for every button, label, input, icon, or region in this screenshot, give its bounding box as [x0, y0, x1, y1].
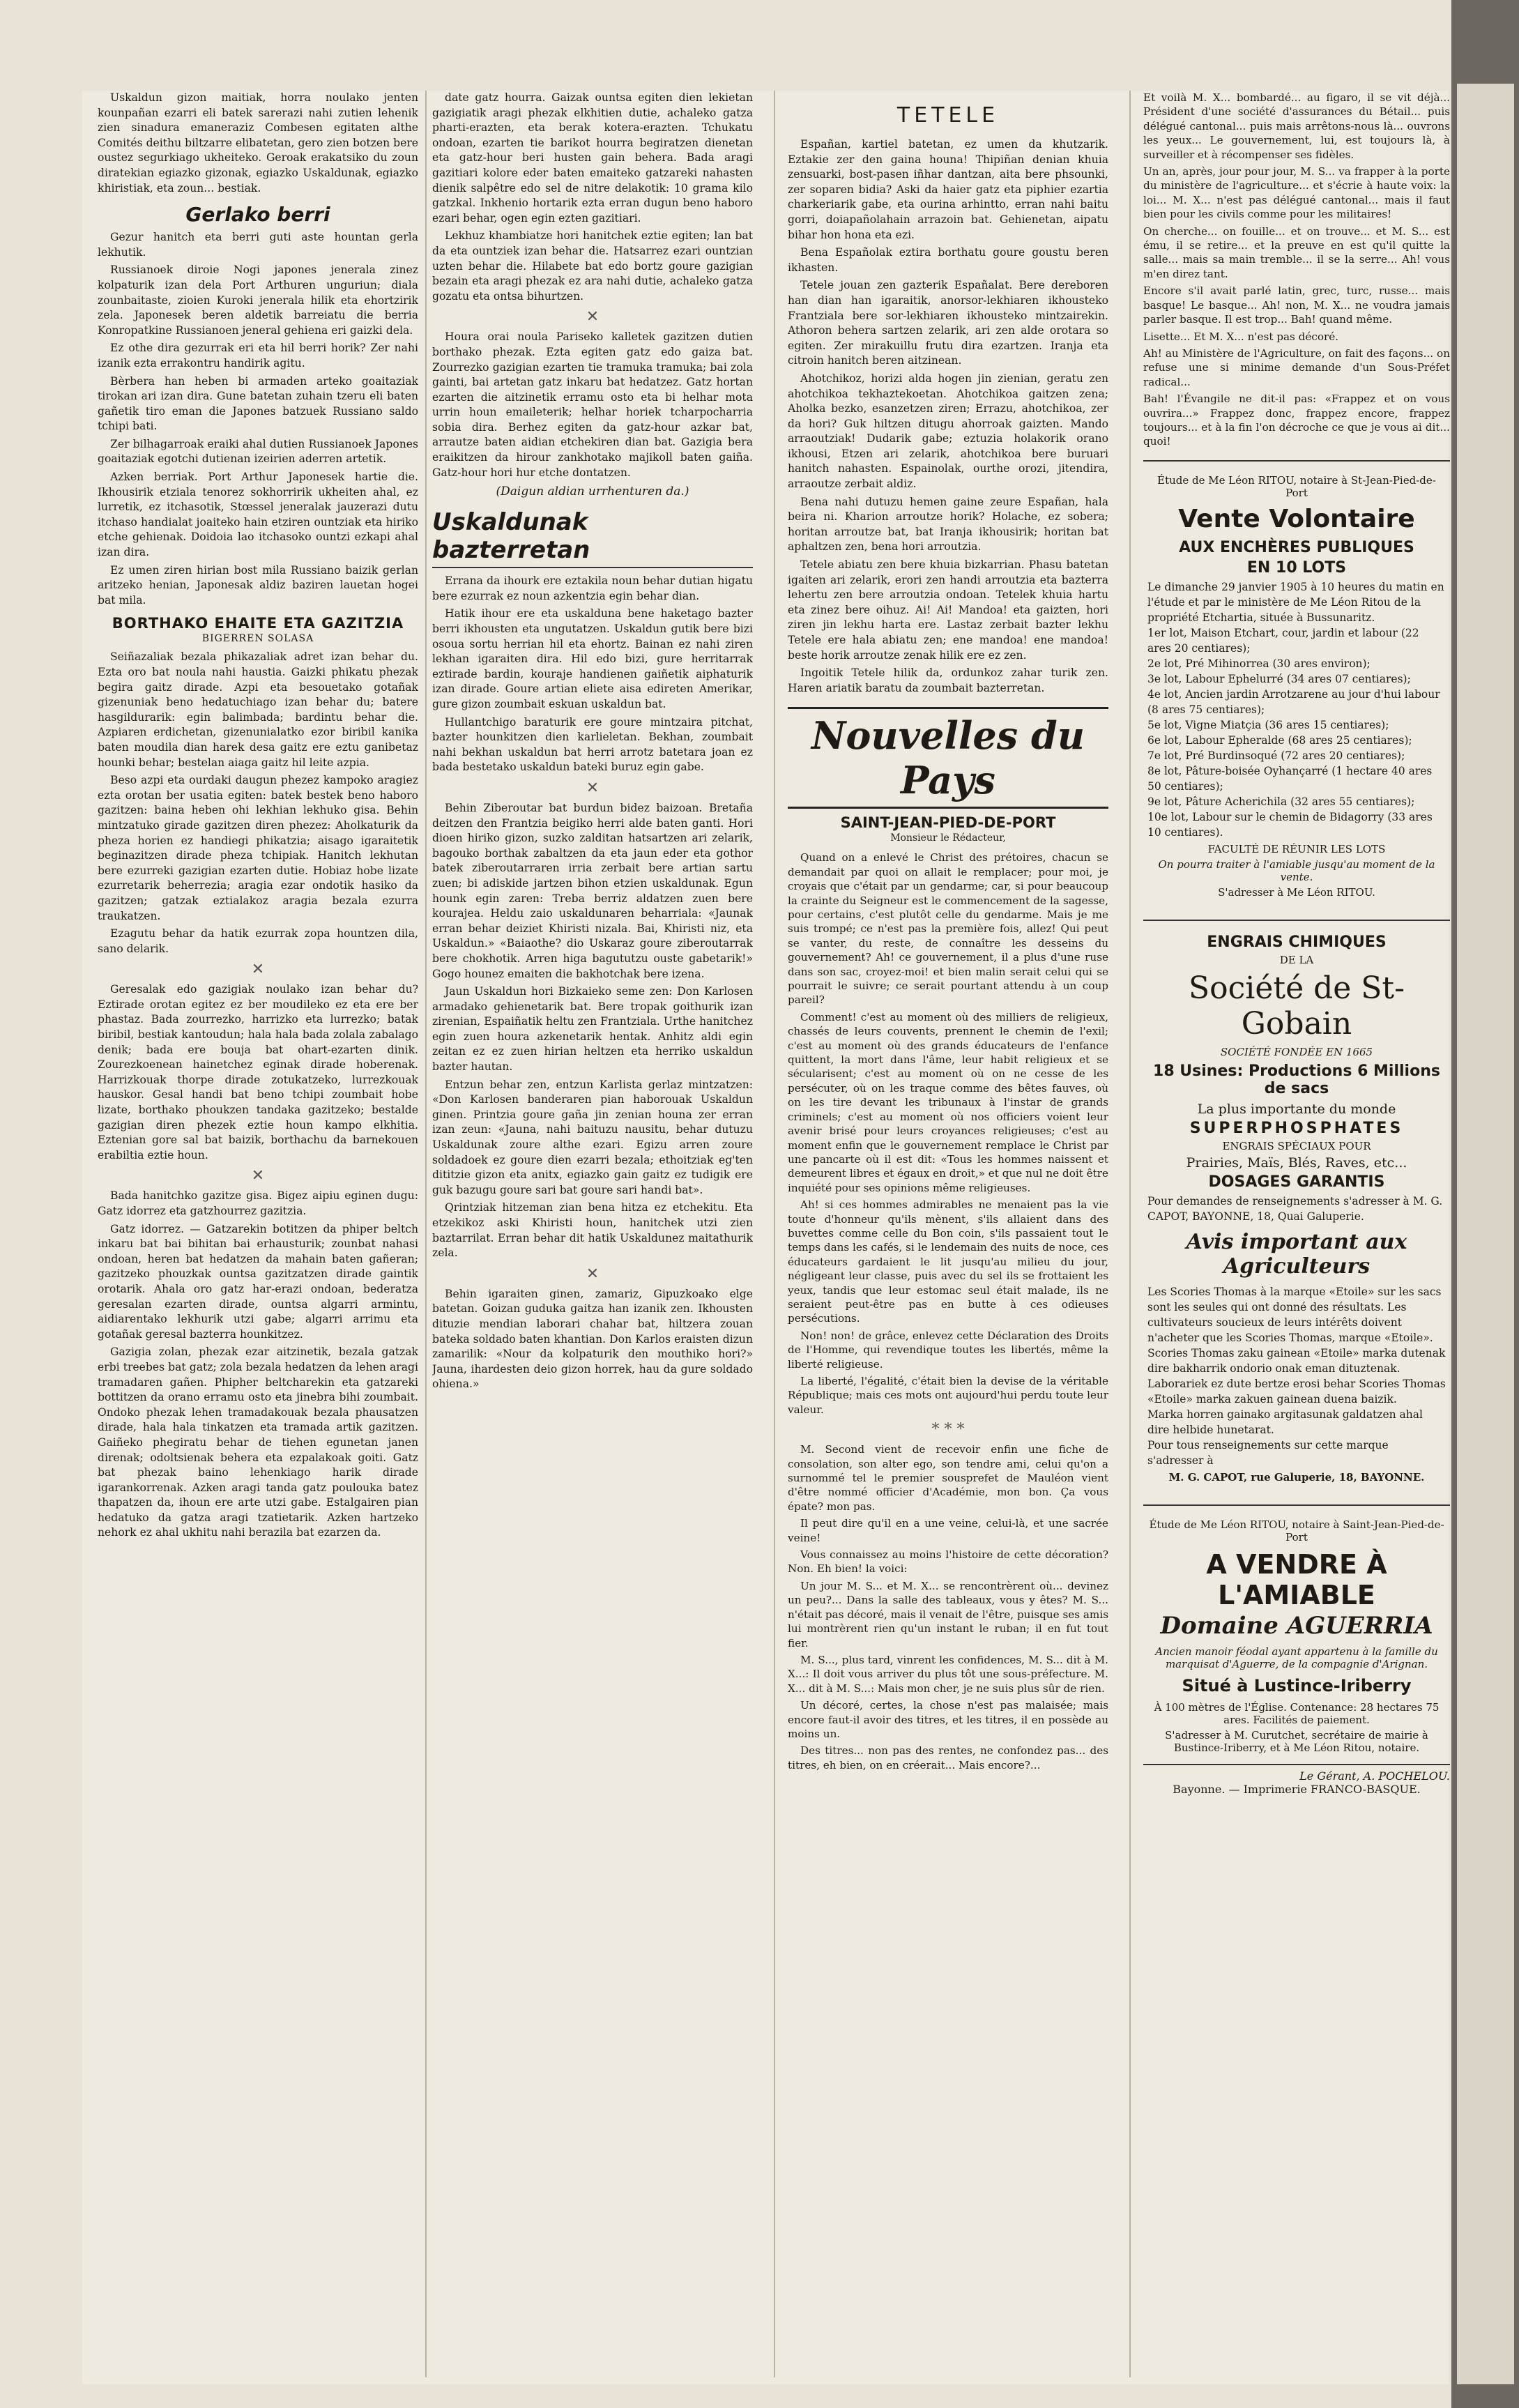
- ad-subtitle: Situé à Lustince-Iriberry: [1182, 1675, 1412, 1695]
- paragraph: Ah! si ces hommes admirables ne menaient pas la vie toute d'honneur qu'ils mènent, s'ils allaient dans des buvettes comme celle du Bon coin, s'ils passaient tout le temps dans les cafés, si le lendemain des nuits de noce, ces éducateurs gardaient le lit jusqu'au milieu du jour, négligeant leur classe, puis avec du sel ils se frottaient les yeux, tandis que leur estomac seul était malade, ils ne seraient peut-être pas en butte à ces odieuses persécutions.: [788, 1198, 1108, 1325]
- column-rule: [425, 91, 427, 2377]
- paragraph: date gatz hourra. Gaizak ountsa egiten dien lekietan gazigiatik aragi phezak elkhitien dutie, achaleko gatza pharti-erazten, eta berak kotera-erazten. Tchukatu ondoan, ezarten tie barikot hourra begiratzen dienetan eta gatz-hour beri husten gain behera. Bada aragi gazitiari kolore eder baten emaiteko gatzareki nahasten dienik salpêtre edo sel de nitre delakotik: 10 grama kilo gatzkal. Inkhenio hortarik ezta erran dugun beno haboro ezari behar, ogen egin ezten gazitiari.: [432, 91, 753, 224]
- adjacent-page-edge: [1451, 0, 1519, 2408]
- ad-contact: S'adresser à M. Curutchet, secrétaire de mairie à Bustince-Iriberry, et à Me Léon Ritou, notaire.: [1165, 1728, 1428, 1754]
- article-heading: Uskaldunak bazterretan: [432, 508, 753, 568]
- paragraph: Zer bilhagarroak eraiki ahal dutien Russianoek Japones goaitaziak egotchi dutienan izeirien aderren artetik.: [98, 437, 418, 466]
- separator-mark: ✕: [586, 308, 600, 326]
- paragraph: Errana da ihourk ere eztakila noun behar dutian higatu bere ezurrak ez noun azkentzia egin behar dian.: [432, 574, 753, 602]
- ad-lot: 6e lot, Labour Epheralde (68 ares 25 centiares);: [1147, 733, 1412, 747]
- paragraph: Vous connaissez au moins l'histoire de cette décoration? Non. Eh bien! la voici:: [788, 1548, 1108, 1576]
- separator-mark: * * *: [931, 1421, 965, 1439]
- separator-mark: ✕: [586, 1265, 600, 1283]
- letter-continuation: [1143, 91, 1450, 449]
- column-3: [788, 91, 1108, 2370]
- paragraph: Beso azpi eta ourdaki daugun phezez kampoko aragiez ezta orotan ber usatia egiten: batek bestek beno haboro gazitzen: baina heben ohi lekhian lekhuko gisa. Behin mintzatuko girade gazitzen diren phezez: Aholkaturik da pheza horien ez handiegi phikatzia; aisago igaraitetik beginazitzen dirade pheza tchipiak. Hanitch lekhutan bere ezurreki gazigian ezarten dutie. Hobiaz hobe lizate ezurretarik beherrezia; aragia ezar ondotik hasiko da gazitzen; gatzak eztialakoz aragia bezala ezurra traukatzen.: [98, 774, 418, 922]
- local-news-heading: Nouvelles du Pays: [788, 707, 1108, 809]
- ad-domaine-aguerria: [1143, 1504, 1450, 1764]
- column-4: [1143, 91, 1450, 2370]
- gerant: Le Gérant, A. POCHELOU.: [1299, 1769, 1450, 1783]
- ad-note: On pourra traiter à l'amiable jusqu'au moment de la vente.: [1158, 858, 1435, 883]
- ad-text: Scories Thomas zaku gainean «Etoile» marka dutenak dire bakharrik ondorio onak eman dituztenak. Laborariek ez dute bertze erosi behar Scories Thomas «Etoile» marka zakuen gainean duena baizik.: [1147, 1346, 1446, 1405]
- paragraph: Qrintziak hitzeman zian bena hitza ez etchekitu. Eta etzekikoz aski Khiristi houn, hanitchek utzi zien baztarrilat. Erran behar dit hatik Uskaldunez maitathurik zela.: [432, 1201, 753, 1260]
- paragraph: Behin igaraiten ginen, zamariz, Gipuzkoako elge batetan. Goizan guduka gaitza han izanik zen. Ikhousten dituzie mendian laborari chahar bat, hiltzera zouan bateka soldado baten khantian. Don Karlos eraisten dizun zamarilik: «Nour da kolpaturik den mouthiko hori?» Jauna, ihardesten deio gizon horrek, hau da gure soldado ohiena.»: [432, 1287, 753, 1391]
- ad-saint-gobain: [1143, 920, 1450, 1493]
- section-heading: BORTHAKO EHAITE ETA GAZITZIA: [112, 615, 404, 632]
- paragraph: Geresalak edo gazigiak noulako izan behar du? Eztirade orotan egitez ez ber moudileko ez eta ere ber phastaz. Bada zourrezko, harrizko eta lurrezko; batak biribil, bestiak kantoudun; hala hala bada zolala zabalago denik; bada ere bouja bat ohart-ezarten dinik. Zourezkoenean hainetchez eginak dirade hoberenak. Harrizkouak thorpe dirade zotukatzeko, lurrezkouak hauskor. Gesal handi bat beno tchipi zoumbait hobe lizate, borthako phoukzen tandaka gazitzeko; bestalde gazigian diren phezek eztie houn kampo elkhitia. Eztenian gore sal bat baizik, borthachu da barnekouen erabiltia eztie houn.: [98, 983, 418, 1161]
- footer: [1143, 1764, 1450, 1796]
- column-1: [98, 91, 418, 2370]
- town-heading: SAINT-JEAN-PIED-DE-PORT: [840, 814, 1056, 832]
- ad-subtitle: SUPERPHOSPHATES: [1189, 1119, 1404, 1137]
- ad-note: Ancien manoir féodal ayant appartenu à la famille du marquisat d'Aguerre, de la compagnie d'Arignan.: [1155, 1645, 1438, 1670]
- column-2: [432, 91, 753, 2370]
- ad-lot: 8e lot, Pâture-boisée Oyhançarré (1 hectare 40 ares 50 centiares);: [1147, 764, 1433, 793]
- ad-etude: Étude de Me Léon RITOU, notaire à St-Jean-Pied-de-Port: [1157, 473, 1436, 499]
- paragraph: Ah! au Ministère de l'Agriculture, on fait des façons... on refuse une si minime demande d'un Sous-Préfet radical...: [1143, 346, 1450, 388]
- ad-title: Vente Volontaire: [1178, 504, 1415, 533]
- paragraph: Il peut dire qu'il en a une veine, celui-là, et une sacrée veine!: [788, 1517, 1108, 1544]
- paragraph: Un jour M. S... et M. X... se rencontrèrent où... devinez un peu?... Dans la salle des tableaux, vous y êtes? M. S... n'était pas décoré, mais il venait de l'être, puisque ses amis lui montrèrent rien qu'un instant le ruban; il en fut tout fier.: [788, 1579, 1108, 1649]
- paragraph: M. Second vient de recevoir enfin une fiche de consolation, son alter ego, son tendre ami, celui qu'on a surnommé tel le premier sousprefet de Mauléon vient d'être nommé officier d'Académie, mon bon. Ça vous épate? mon pas.: [788, 1443, 1108, 1513]
- ad-title: Société de St-Gobain: [1189, 970, 1405, 1042]
- ad-subtitle: EN 10 LOTS: [1246, 558, 1347, 577]
- paragraph: Bena nahi dutuzu hemen gaine zeure Españan, hala beira ni. Kharion arroutze horik? Holache, ez sobera; horitan arroutze bat, bat Iranja ikhousirik; horitan bat aphaltzen zen, bena hori arroutzia.: [788, 495, 1108, 554]
- war-news-heading: Gerlako berri: [185, 203, 330, 227]
- paragraph: Lekhuz khambiatze hori hanitchek eztie egiten; lan bat da eta ountziek izan behar die. Hatsarrez ezari ountzian uzten behar die. Hilabete bat edo bortz goure gazigian bezain eta aragi phezak ez ara nahi dutie, achaleko gatza gozatu eta ontsa bihurtzen.: [432, 229, 753, 303]
- paragraph: Gatz idorrez. — Gatzarekin botitzen da phiper beltch inkaru bat bai bihitan bai erhausturik; zounbat nahasi ondoan, heren bat hedatzen da mahain baten gañeran; gazitzeko phouzkak ountsa gazitzatzen dirade gaintik orotarik. Ahala oro gatz har-erazi ondoan, bederatza geresalan ezarten dirade, ountsa algarri armintu, aidiarentako lekhurik utzi gabe; algarri arrimu eta gotañak geresal bazterra hounkitzez.: [98, 1222, 418, 1341]
- ad-intro: Le dimanche 29 janvier 1905 à 10 heures du matin en l'étude et par le ministère de Me Léon Ritou de la propriété Etchartia, située à Bussunaritz.: [1147, 580, 1444, 624]
- paragraph: Bèrbera han heben bi armaden arteko goaitaziak tirokan ari izan dira. Gune batetan zuhain tzeru eli baten gañetik tiro eman die Japones batzuek Russiano saldo tchipi bati.: [98, 374, 418, 433]
- paragraph: Tetele abiatu zen bere khuia bizkarrian. Phasu batetan igaiten ari zelarik, erori zen handi arroutzia eta bazterra lehertu zen bere arroutzia ondoan. Tetelek khuia hartu eta zinez bere oihuz. Ai! Ai! Mandoa! eta gaizten, hori ziren jin lekhu harta ere. Lastaz zerbait bazter lekhu Tetele ere hala abiatu zen; ene mandoa! ene mandoa! beste horik arroutze zenak hilik ere ez zen.: [788, 558, 1108, 662]
- paragraph: Ahotchikoz, horizi alda hogen jin zienian, geratu zen ahotchikoa tekhaztekoetan. Ahotchikoa gaitzen zena; Aholka bezko, esanzetzen ziren; Errazu, ahotchikoa, zer da hori? Guk hiltzen ditugu ahorroak gaizten. Mando arraoutziak! Dudarik gabe; eztuzia holakorik orano ikhousi, Etzen ari zelarik, ahotchikoa bere buruari hanitch nahasten. Espainolak, ourthe orozi, jitendira, arraoutze zerbait aldiz.: [788, 372, 1108, 491]
- adjacent-page-paper: [1457, 84, 1514, 2384]
- paragraph: Et voilà M. X... bombardé... au figaro, il se vit déjà... Président d'une société d'assurances du Bétail... puis délégué cantonal... puis mais arrêtons-nous là... ouvrons les yeux... Le gouvernement, lui, est toujours là, à surveiller et à récompenser ses fidèles.: [1143, 91, 1450, 161]
- ad-text: Les Scories Thomas à la marque «Etoile» sur les sacs sont les seules qui ont donné des résultats. Les cultivateurs soucieux de leurs intérêts doivent n'acheter que les Scories Thomas, marque «Etoile».: [1147, 1285, 1442, 1344]
- ad-text: Pour demandes de renseignements s'adresser à M. G. CAPOT, BAYONNE, 18, Quai Galuperie.: [1147, 1194, 1443, 1223]
- ad-note: SOCIÉTÉ FONDÉE EN 1665: [1220, 1045, 1373, 1058]
- paragraph: Españan, kartiel batetan, ez umen da khutzarik. Eztakie zer den gaina houna! Thipiñan denian khuia zensuarki, bost-pasen iñhar dantzan, aita bere phsounki, zer soparen bidia? Aski da haier gatz eta piphier ezartia charkeriarik gabe, eta ourina arhintto, erran nahi baitu gorri, doiapañolahain arrazoin bat. Gehienetan, aipatu bihar hon hona eta ezi.: [788, 138, 1108, 241]
- ad-lot: 10e lot, Labour sur le chemin de Bidagorry (33 ares 10 centiares).: [1147, 810, 1433, 839]
- paragraph: Un an, après, jour pour jour, M. S... va frapper à la porte du ministère de l'agriculture... et s'écrie à haute voix: la loi... M. X... n'est pas délégué cantonal... mais il faut bien pour les civils comme pour les militaires!: [1143, 165, 1450, 221]
- ad-lot: 5e lot, Vigne Miatçia (36 ares 15 centiares);: [1147, 718, 1389, 731]
- column-rule: [774, 91, 775, 2377]
- paragraph: Entzun behar zen, entzun Karlista gerlaz mintzatzen: «Don Karlosen banderaren pian haborouak Uskaldun ginen. Printzia goure gaña jin zenian houna zer erran izan zeun: «Jauna, nahi baituzu nausitu, behar dutuzu Uskaldunak zoure althe ezari. Egizu arren zoure soldadoek ez goure dien ezarri bezala; ethoitziak eg'ten dititzie gizon eta anitx, egiazko gain gaitz ez tudigik ere guk bazugu goure sari bat goure sari handi bat».: [432, 1078, 753, 1196]
- paragraph: Hullantchigo baraturik ere goure mintzaira pitchat, bazter hounkitzen dien karlieletan. Bekhan, zoumbait nahi bekhan uskaldun bat herri arrotz batetara joan ez bada bestetako uskaldun bateki buruz egin gabe.: [432, 715, 753, 774]
- ad-subtitle: 18 Usines: Productions 6 Millions de sacs: [1153, 1062, 1440, 1097]
- ad-note: ENGRAIS SPÉCIAUX POUR: [1222, 1139, 1371, 1152]
- letter-body: [788, 851, 1108, 1772]
- ad-lot: 4e lot, Ancien jardin Arrotzarene au jour d'hui labour (8 ares 75 centiares);: [1147, 687, 1440, 716]
- section-subheading: BIGERREN SOLASA: [201, 633, 314, 645]
- paragraph: Behin Ziberoutar bat burdun bidez baizoan. Bretaña deitzen den Frantzia beigiko herri alde baten ganti. Hori dioen hiriko gizon, suzko zalditan hatsartzen ari zelarik, bagouko borthak zabaltzen da eta jaun eder eta gothor batek ziberoutarraren irria zerbait bere artian sartu zuen; bi adiskide jartzen bihon etzien uskaldunak. Egun hounk egin zaren: Treba berriz aldatzen zuen bere kourajea. Heldu zaio uskaldunaren beharriala: «Jaunak erran behar deiziet Khiristi nizala. Bai, Khiristi niz, eta Uskaldun.» «Baiaothe? dio Uskaraz goure ziberoutarrak bere chokhotik. Arren higa bagututzu ouste gabetarik!» Gogo hounez emaiten die bakhotchak bere izena.: [432, 801, 753, 980]
- paragraph: Ingoitik Tetele hilik da, ordunkoz zahar turik zen. Haren ariatik baratu da zoumbait bazterretan.: [788, 666, 1108, 694]
- paragraph: Ez othe dira gezurrak eri eta hil berri horik? Zer nahi izanik ezta errakontru handirik agitu.: [98, 342, 418, 369]
- paragraph: M. S..., plus tard, vinrent les confidences, M. S... dit à M. X...: Il doit vous arriver du plus tôt une sous-préfecture. M. X... dit à M. S...: Mais mon cher, je ne suis plus sûr de rien.: [788, 1653, 1108, 1695]
- paragraph: Non! non! de grâce, enlevez cette Déclaration des Droits de l'Homme, qui revendique toutes les libertés, même la liberté religieuse.: [788, 1329, 1108, 1371]
- ad-lot: 1er lot, Maison Etchart, cour, jardin et labour (22 ares 20 centiares);: [1147, 626, 1419, 655]
- intro-paragraph: Uskaldun gizon maitiak, horra noulako jenten kounpañan ezarri eli batek sarerazi nahi zutien lehenik zien sinadura emaneraziz Combesen egitaten althe Comités deithu biltzarre elibatetan, gero zien botzen bere oustez segurkiago ukheiteko. Geroak erakatsiko du zoun diratekian egiazko gizonak, egiazko Uskaldunak, egiazko khiristiak, eta zoun... bestiak.: [98, 91, 418, 195]
- ad-note: La plus importante du monde: [1197, 1101, 1396, 1117]
- ad-contact: M. G. CAPOT, rue Galuperie, 18, BAYONNE.: [1168, 1470, 1425, 1484]
- paragraph: Tetele jouan zen gazterik Españalat. Bere dereboren han dian han igaraitik, anorsor-lekhiaren ikhousteko Frantziala bere sor-lekhiaren ikhousteko mintzairekin. Athoron behera sartzen zelarik, ari zen alde orotara so egiten. Zer mirakuillu frutu dira ezartzen. Iranja eta citroin hanitch beren aitzinean.: [788, 279, 1108, 367]
- ad-vente-volontaire: [1143, 460, 1450, 908]
- paragraph: Encore s'il avait parlé latin, grec, turc, russe... mais basque! Le basque... Ah! non, M. X... ne voudra jamais parler basque. Il est trop... Bah! quand même.: [1143, 284, 1450, 326]
- ad-text: Marka horren gainako argitasunak galdatzen ahal dire helbide hunetarat.: [1147, 1408, 1423, 1436]
- ad-contact: S'adresser à Me Léon RITOU.: [1218, 885, 1375, 899]
- ad-etude: Étude de Me Léon RITOU, notaire à Saint-Jean-Pied-de-Port: [1149, 1518, 1444, 1544]
- ad-lot: 7e lot, Pré Burdinsoqué (72 ares 20 centiares);: [1147, 749, 1405, 762]
- ad-title: A VENDRE À L'AMIABLE: [1206, 1548, 1387, 1610]
- paragraph: Azken berriak. Port Arthur Japonesek hartie die. Ikhousirik etziala tenorez sokhorririk ukheiten ahal, ez lurretik, ez itchasotik, Stœssel jeneralak jauzerazi dutu itchaso handialat joaiteko hain etziren ountziak eta hiriko etche gehienak. Doidoia lao itchasoko ountzi ezkapi ahal izan dira.: [98, 471, 418, 559]
- ad-note: À 100 mètres de l'Église. Contenance: 28 hectares 75 ares. Facilités de paiement.: [1154, 1700, 1440, 1726]
- paragraph: Houra orai noula Pariseko kalletek gazitzen dutien borthako phezak. Ezta egiten gatz edo gaiza bat. Zourrezko gazigian ezarten tie tramuka tramuka; bai zola gainti, bai artetan gatz inkaru bat hedatzez. Gatz hortan ezarten die aitzinetik erramu osto eta bi helhar mota urrin houn emaileterik; helhar horiek tcharpocharria sobia dira. Berhez egiten da gatz-hour azkar bat, arrautze baten aidian etchekiren dian bat. Gazigia bera eraikitzen da hirour zankhotako majikoll baten gaiña. Gatz-hour hori hur etche dontatzen.: [432, 330, 753, 479]
- story-title: TETELE: [896, 103, 1000, 128]
- paragraph: On cherche... on fouille... et on trouve... et M. S... est ému, il se retire... et la preuve en est qu'il quitte la salle... mais sa main tremble... il se la serre... Ah! vous m'en direz tant.: [1143, 224, 1450, 280]
- ad-lot: 2e lot, Pré Mihinorrea (30 ares environ);: [1147, 657, 1371, 670]
- ad-title: Avis important aux Agriculteurs: [1186, 1229, 1407, 1279]
- ad-lot: 3e lot, Labour Ephelurré (34 ares 07 centiares);: [1147, 672, 1411, 685]
- paragraph: La liberté, l'égalité, c'était bien la devise de la véritable République; mais ces mots ont aujourd'hui perdu toute leur valeur.: [788, 1375, 1108, 1416]
- imprimerie: Bayonne. — Imprimerie FRANCO-BASQUE.: [1173, 1782, 1421, 1796]
- paragraph: Bah! l'Évangile ne dit-il pas: «Frappez et on vous ouvrira...» Frappez donc, frappez encore, frappez toujours... et à la fin l'on décroche ce que je vous ai dit... quoi!: [1143, 393, 1450, 448]
- paragraph: Russianoek diroie Nogi japones jenerala zinez kolpaturik izan dela Port Arthuren unguriun; diala zounbaitaste, zioien Kuroki jenerala hilik eta ehortzirik zela. Japonesek beren aldetik barreiatu die berria Konropatkine Russianoen jeneral gehiena eri gaizki dela.: [98, 264, 418, 337]
- paragraph: Bada hanitchko gazitze gisa. Bigez aipiu eginen dugu: Gatz idorrez eta gatzhourrez gazitzia.: [98, 1189, 418, 1217]
- ad-note: DE LA: [1279, 953, 1314, 966]
- paragraph: Bena Españolak eztira borthatu goure goustu beren ikhasten.: [788, 246, 1108, 274]
- ad-subtitle: DOSAGES GARANTIS: [1208, 1173, 1385, 1191]
- continued-note: (Daigun aldian urrhenturen da.): [496, 485, 689, 499]
- paragraph: Gezur hanitch eta berri guti aste hountan gerla lekhutik.: [98, 231, 418, 259]
- paragraph: Des titres... non pas des rentes, ne confondez pas... des titres, eh bien, on en créerait... Mais encore?...: [788, 1744, 1108, 1771]
- ad-note: Prairies, Maïs, Blés, Raves, etc...: [1186, 1155, 1407, 1171]
- separator-mark: ✕: [586, 779, 600, 797]
- ad-note: FACULTÉ DE RÉUNIR LES LOTS: [1207, 842, 1386, 855]
- ad-subtitle: ENGRAIS CHIMIQUES: [1207, 933, 1387, 951]
- salutation: Monsieur le Rédacteur,: [890, 832, 1006, 844]
- paragraph: Un décoré, certes, la chose n'est pas malaisée; mais encore faut-il avoir des titres, et les titres, il en possède au moins un.: [788, 1699, 1108, 1740]
- paragraph: Comment! c'est au moment où des milliers de religieux, chassés de leurs couvents, prennent le chemin de l'exil; c'est au moment où des grands éducateurs de l'enfance quittent, la mort dans l'âme, leur habit religieux et se sécularisent; c'est au moment où on ne cesse de les persécuter, où on les traque comme des bêtes fauves, où on les tire devant les tribunaux à l'instar de grands criminels; c'est au moment où nos officiers voient leur avenir brisé pour leurs croyances religieuses; c'est au moment enfin que le gouvernement remplace le Christ par une pancarte où il est dit: «Tous les hommes naissent et demeurent libres et égaux en droit,» et que nul ne doit être inquiété pour ses opinions même religieuses.: [788, 1010, 1108, 1194]
- separator-mark: ✕: [251, 961, 265, 979]
- paragraph: Hatik ihour ere eta uskalduna bene haketago bazter berri ikhousten eta ungutatzen. Uskaldun gutik bere bizi osoua sortu herrian hil eta ehortz. Bainan ez nahi ziren lekhan igaraiten dira. Hil edo bizi, gure herritarrak eztirade bardin, kouraje handienen gaiñetik aiphaturik izan dirade. Goure artian eliete aisa edireten Amerikar, gure gizon zoumbait eskuan uskaldun bat.: [432, 607, 753, 710]
- paragraph: Ezagutu behar da hatik ezurrak zopa hountzen dila, sano delarik.: [98, 927, 418, 955]
- paragraph: Jaun Uskaldun hori Bizkaieko seme zen: Don Karlosen armadako gehienetarik bat. Bere tropak goithurik izan zirenian, Espaiñatik heltu zen Frantziala. Urthe hanitchez egin zuen houra azkenetarik hentak. Anhitz aldi egin zeitan ez ez zuen hirian heltzen eta herriko uskaldun bazter hautan.: [432, 985, 753, 1074]
- paragraph: Ez umen ziren hirian bost mila Russiano baizik gerlan aritzeko henian, Japonesak aldiz baziren lauetan hogei bat mila.: [98, 563, 418, 607]
- paragraph: Gazigia zolan, phezak ezar aitzinetik, bezala gatzak erbi treebes bat gatz; zola bezala hedatzen da lehen aragi tramadaren gañen. Phipher beltcharekin eta gatzareki bottitzen da orano erramu osto eta jinebra bihi zoumbait. Ondoko phezak lehen tramadakouak bezala phausatzen dirade, hala hala tinkatzen eta tramada artik gazitzen. Gaiñeko phegiratu behar de tiehen egunetan janen direnak; odoltsienak behera eta ezpalakoak goiti. Gatz bat phezak baino lehenkiago harik dirade igarankorrenak. Azken aragi tanda gatz poulouka batez thapatzen da, ihoun ere arte utzi gabe. Estalgairen pian hedatuko da gatza aragi tzatietarik. Azken hartzeko nehork ez ahal ukhitu nahi berazila bat ezarzen da.: [98, 1346, 418, 1539]
- paragraph: Seiñazaliak bezala phikazaliak adret izan behar du. Ezta oro bat noula nahi haustia. Gaizki phikatu phezak begira gaitz dirade. Azpi eta besouetako gotañak gizenuniak beno hedatuchiago izan behar du; batere hasgildurarik: egin balimbada; bardintu behar die. Azpiaren erdichetan, gizenunialatko ezor biribil kanika baten moudila dian harek desa gaitz ere eztu ganibetaz hounki behar; bestelan aiaga gaitz hil leite azpia.: [98, 650, 418, 769]
- column-rule: [1129, 91, 1131, 2377]
- paragraph: Lisette... Et M. X... n'est pas décoré.: [1143, 330, 1339, 343]
- ad-text: Pour tous renseignements sur cette marque s'adresser à: [1147, 1438, 1389, 1467]
- paragraph: Quand on a enlevé le Christ des prétoires, chacun se demandait par quoi on allait le remplacer; pour moi, je croyais que c'était par un gendarme; car, si pour beaucoup la crainte du Seigneur est le commencement de la sagesse, pour certains, c'est plutôt celle du gendarme. Mais je me suis trompé; ce n'est pas la première fois, allez! Qui peut se vanter, du reste, de connaître les desseins du gouvernement? Ah! ce gouvernement, il a plus d'une ruse dans son sac, croyez-moi! et bien malin serait celui qui se pourrait le suivre; ce serait pourtant attendu à un coup pareil?: [788, 851, 1108, 1007]
- separator-mark: ✕: [251, 1167, 265, 1185]
- ad-lot: 9e lot, Pâture Acherichila (32 ares 55 centiares);: [1147, 795, 1415, 808]
- ad-title: Domaine AGUERRIA: [1160, 1611, 1433, 1640]
- ad-subtitle: AUX ENCHÈRES PUBLIQUES: [1179, 538, 1414, 556]
